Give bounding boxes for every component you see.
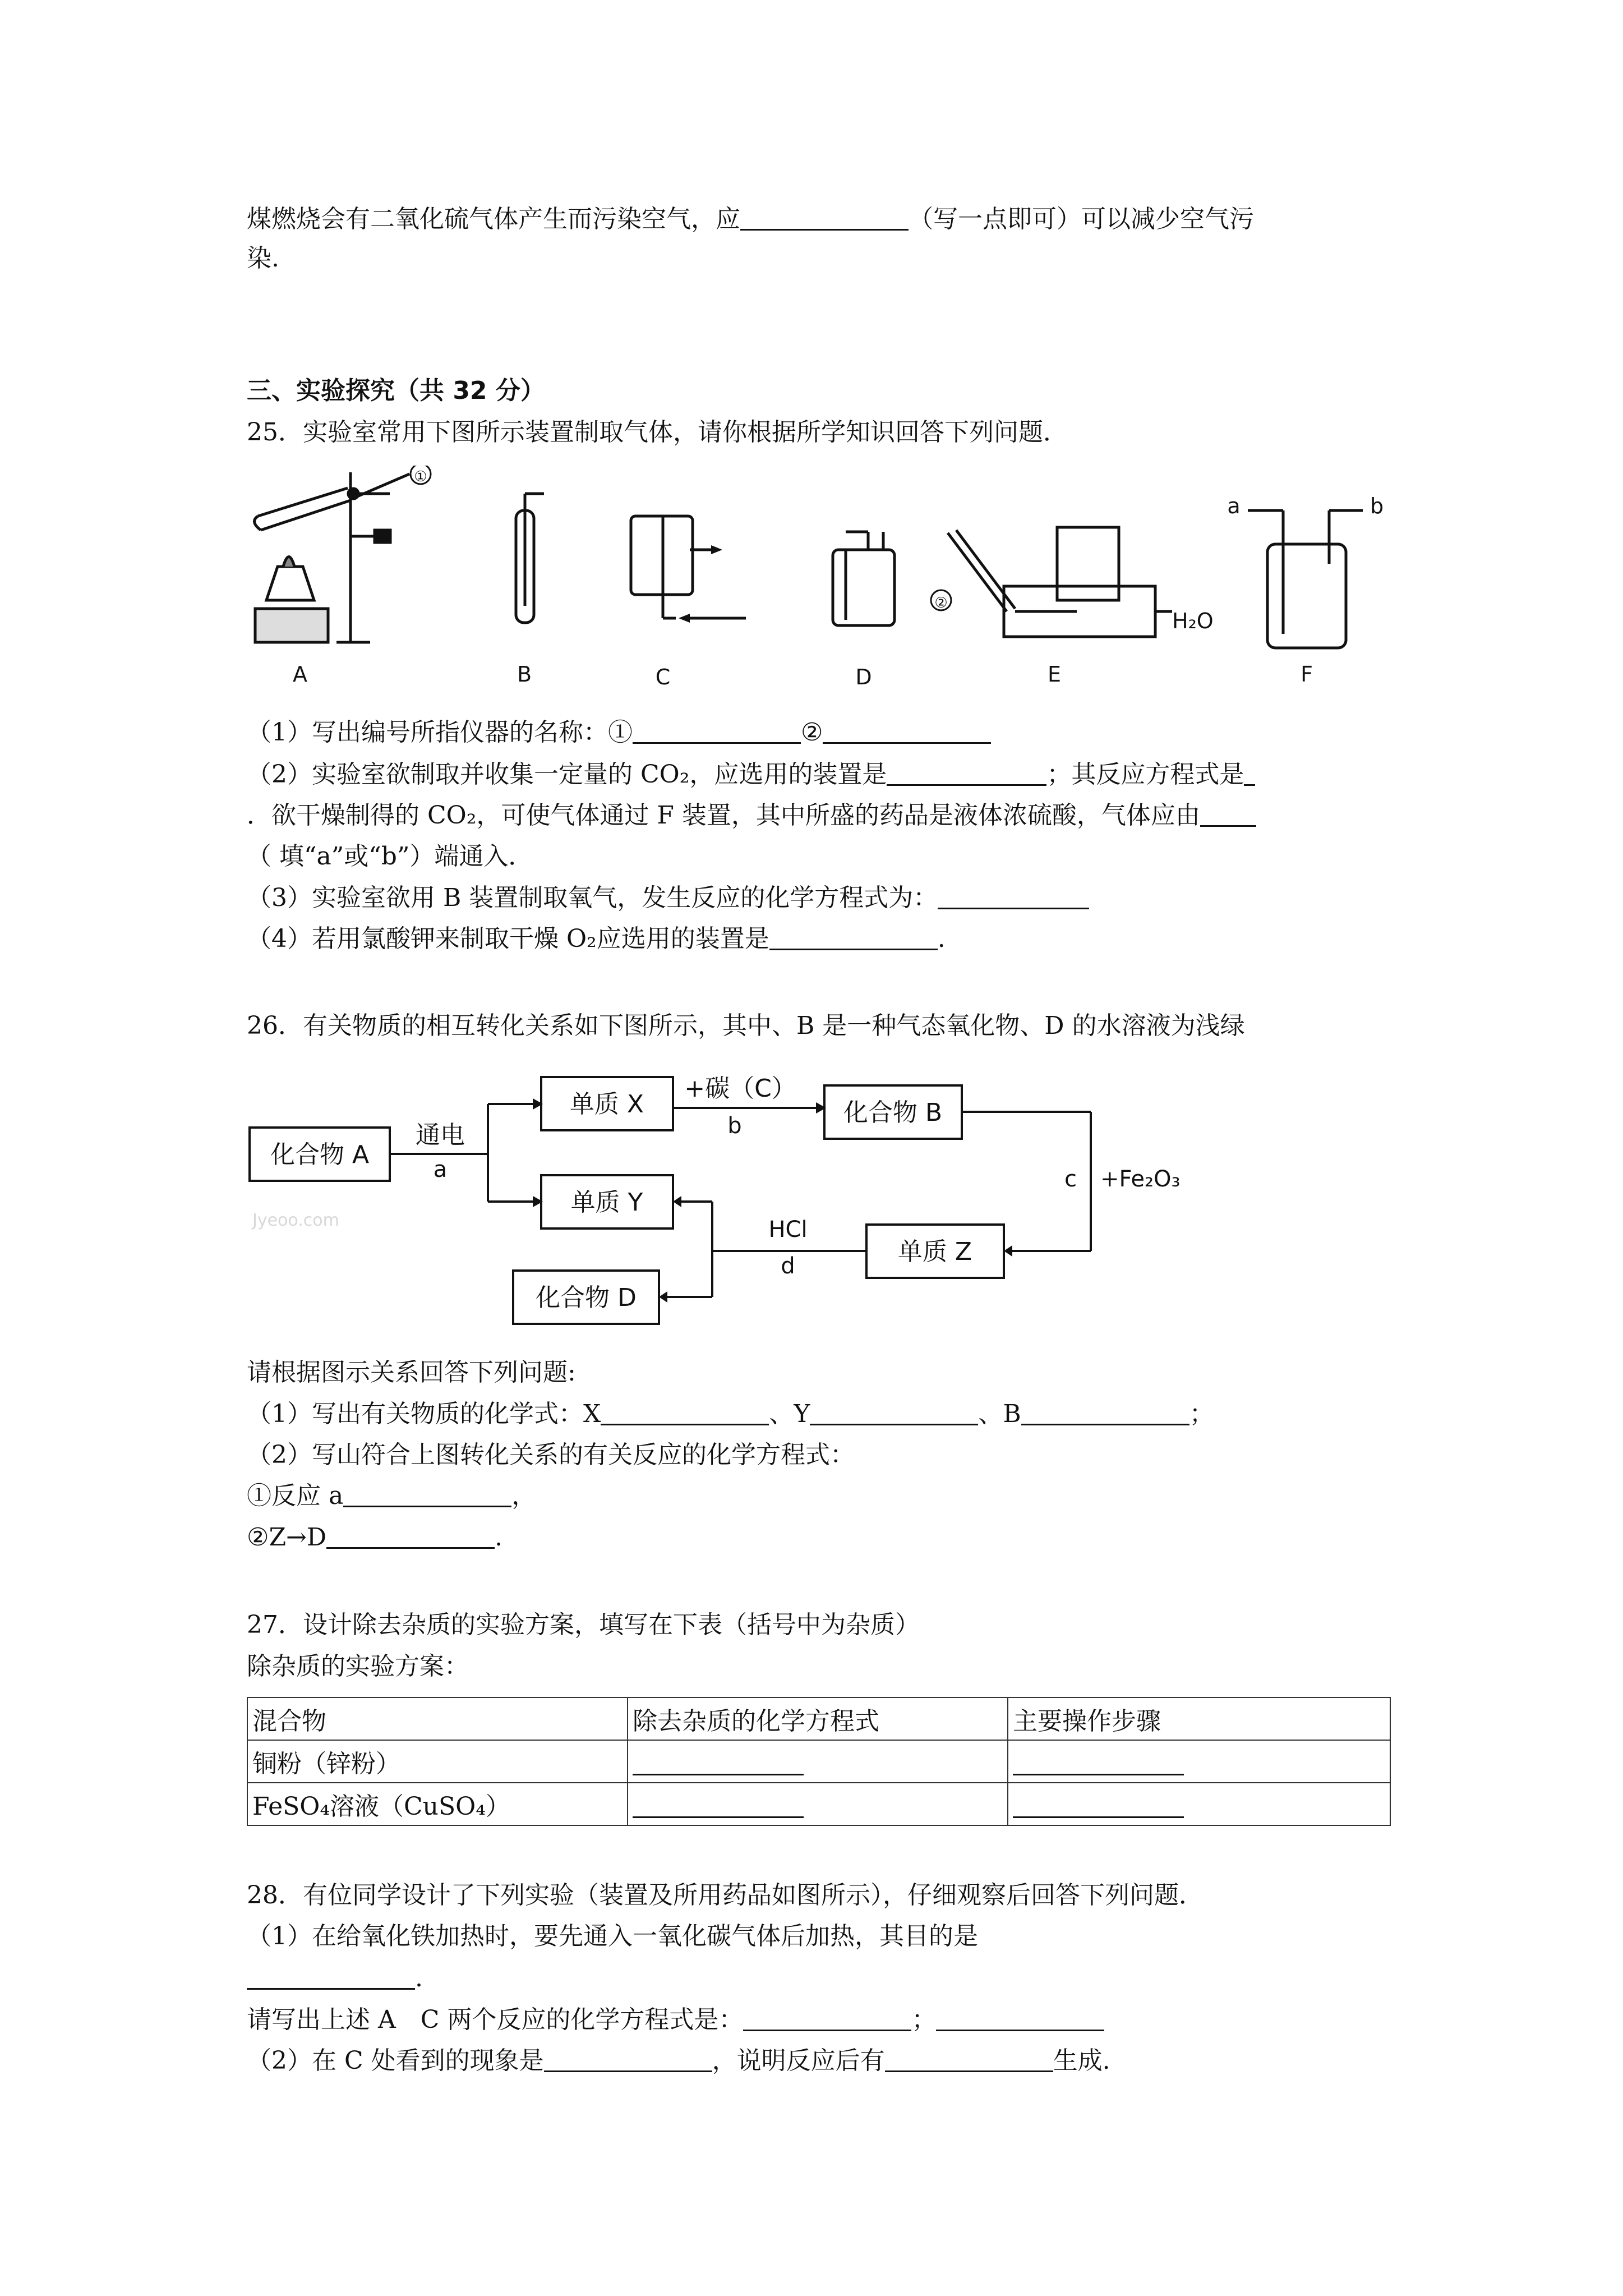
compound-b-label: 化合物 B xyxy=(843,1098,943,1127)
label-b: b xyxy=(1370,494,1384,518)
q25-apparatus-figure xyxy=(241,466,1408,701)
q24-text-post: （写一点即可）可以减少空气污 xyxy=(909,205,1254,233)
answer-blank[interactable] xyxy=(885,2048,1053,2072)
q25-p1-text: （1）写出编号所指仪器的名称：① xyxy=(247,718,633,747)
electrolysis-label: 通电 xyxy=(416,1121,465,1149)
q28-p1-end: . xyxy=(415,1964,423,1993)
answer-blank[interactable] xyxy=(823,720,991,744)
element-z-label: 单质 Z xyxy=(897,1237,972,1266)
q26-reaction-diagram xyxy=(241,1055,1183,1346)
q28-p1-blank-line xyxy=(247,1962,423,1995)
q27-caption: 除杂质的实验方案： xyxy=(247,1652,469,1681)
table-row xyxy=(247,1740,1390,1783)
q25-p2b xyxy=(247,799,1256,832)
answer-blank[interactable] xyxy=(1021,1401,1189,1425)
reaction-d-label: d xyxy=(781,1253,795,1279)
q26-r1 xyxy=(247,1480,536,1512)
label-a: a xyxy=(1227,494,1241,518)
label-E: E xyxy=(1047,662,1062,687)
q26-stem: 26．有关物质的相互转化关系如下图所示，其中、B 是一种气态氧化物、D 的水溶液为浅绿 xyxy=(247,1011,1245,1040)
q26-intro: 请根据图示关系回答下列问题: xyxy=(247,1358,576,1387)
compound-d-label: 化合物 D xyxy=(536,1283,637,1312)
q24-text-pre: 煤燃烧会有二氧化硫气体产生而污染空气，应 xyxy=(247,205,740,233)
q26-r2-text: ②Z→D xyxy=(247,1523,327,1552)
answer-blank[interactable] xyxy=(1200,803,1256,827)
label-D: D xyxy=(855,665,872,689)
q26-r2-post: . xyxy=(495,1523,503,1552)
q25-p2-post: ；其反应方程式是 xyxy=(1046,760,1244,789)
answer-blank[interactable] xyxy=(1244,762,1255,786)
q26-r1-text: ①反应 a xyxy=(247,1481,344,1510)
label-C: C xyxy=(655,665,671,689)
q26-p1-y: 、Y xyxy=(769,1400,810,1428)
label-h2o: H₂O xyxy=(1172,609,1214,633)
element-y-label: 单质 Y xyxy=(570,1188,643,1217)
q25-p2-text: （2）实验室欲制取并收集一定量的 CO₂，应选用的装置是 xyxy=(247,760,887,789)
answer-blank[interactable] xyxy=(633,1791,804,1818)
q28-stem: 28．有位同学设计了下列实验（装置及所用药品如图所示），仔细观察后回答下列问题． xyxy=(247,1881,1204,1910)
impurity-table xyxy=(247,1697,1391,1826)
answer-blank[interactable] xyxy=(247,1966,415,1990)
answer-blank[interactable] xyxy=(938,885,1089,909)
q25-p4-text: （4）若用氯酸钾来制取干燥 O₂应选用的装置是 xyxy=(247,924,769,953)
q26-p1-b: 、B xyxy=(978,1400,1021,1428)
label-A: A xyxy=(293,662,307,687)
hcl-label: HCl xyxy=(768,1217,808,1243)
q27-stem: 27．设计除去杂质的实验方案，填写在下表（括号中为杂质） xyxy=(247,1611,920,1639)
answer-blank[interactable] xyxy=(633,1748,804,1775)
q25-p3 xyxy=(247,882,1089,914)
q26-p1-text: （1）写出有关物质的化学式：X xyxy=(247,1400,601,1428)
header-steps: 主要操作步骤 xyxy=(1008,1697,1390,1740)
answer-blank[interactable] xyxy=(1013,1748,1184,1775)
q25-stem: 25．实验室常用下图所示装置制取气体，请你根据所学知识回答下列问题． xyxy=(247,418,1068,447)
answer-blank[interactable] xyxy=(740,206,909,231)
answer-blank[interactable] xyxy=(810,1401,978,1425)
q28-p2-text: （2）在 C 处看到的现象是 xyxy=(247,2046,544,2075)
carbon-label: +碳（C） xyxy=(684,1074,796,1103)
element-x-label: 单质 X xyxy=(569,1090,644,1119)
q26-p1 xyxy=(247,1398,1214,1430)
label-B: B xyxy=(517,662,532,687)
answer-blank[interactable] xyxy=(633,720,801,744)
answer-blank[interactable] xyxy=(326,1525,495,1549)
q26-p2: （2）写山符合上图转化关系的有关反应的化学方程式： xyxy=(247,1441,855,1469)
answer-blank[interactable] xyxy=(1013,1791,1184,1818)
reaction-c-label: c xyxy=(1064,1166,1077,1192)
reaction-a-label: a xyxy=(433,1157,448,1182)
mixture-cell: FeSO₄溶液（CuSO₄） xyxy=(247,1783,628,1825)
q25-p2b-text: ．欲干燥制得的 CO₂，可使气体通过 F 装置，其中所盛的药品是液体浓硫酸，气体应由 xyxy=(247,801,1200,830)
q26-r1-post: ， xyxy=(511,1481,537,1510)
q25-p4-post: . xyxy=(937,924,946,953)
table-row xyxy=(247,1783,1390,1825)
q28-p2 xyxy=(247,2045,1110,2077)
answer-blank[interactable] xyxy=(887,762,1046,786)
answer-blank[interactable] xyxy=(601,1401,769,1425)
answer-blank[interactable] xyxy=(743,2007,911,2031)
steps-cell xyxy=(1008,1740,1390,1783)
q28-p2-mid: ，说明反应后有 xyxy=(712,2046,885,2075)
q25-p1 xyxy=(247,716,991,749)
reaction-b-label: b xyxy=(727,1113,742,1139)
fe2o3-label: +Fe₂O₃ xyxy=(1100,1166,1181,1192)
q28-p1: （1）在给氧化铁加热时，要先通入一氧化碳气体后加热，其目的是 xyxy=(247,1922,978,1950)
section-heading: 三、实验探究（共 32 分） xyxy=(247,376,545,405)
q26-p1-end: ； xyxy=(1189,1400,1214,1428)
table-header-row xyxy=(247,1697,1390,1740)
q25-p4 xyxy=(247,923,946,955)
q24-line1 xyxy=(247,203,1254,236)
equation-cell xyxy=(628,1783,1008,1825)
q26-r2 xyxy=(247,1521,502,1554)
q25-p2c: （ 填“a”或“b”）端通入． xyxy=(247,842,533,871)
compound-a-label: 化合物 A xyxy=(270,1140,370,1169)
q28-p1b-sep: ； xyxy=(911,2005,937,2034)
equation-cell xyxy=(628,1740,1008,1783)
answer-blank[interactable] xyxy=(936,2007,1104,2031)
watermark: Jyeoo.com xyxy=(252,1211,339,1230)
answer-blank[interactable] xyxy=(544,2048,712,2072)
label-circle1: ① xyxy=(414,468,427,485)
header-equation: 除去杂质的化学方程式 xyxy=(628,1697,1008,1740)
q28-p1b xyxy=(247,2004,1104,2036)
q28-p1b-text: 请写出上述 A C 两个反应的化学方程式是： xyxy=(247,2005,744,2034)
answer-blank[interactable] xyxy=(769,926,938,950)
q28-p2-post: 生成. xyxy=(1053,2046,1110,2075)
answer-blank[interactable] xyxy=(343,1483,511,1507)
steps-cell xyxy=(1008,1783,1390,1825)
q25-p2 xyxy=(247,758,1255,791)
q25-p3-text: （3）实验室欲用 B 装置制取氧气，发生反应的化学方程式为： xyxy=(247,884,938,912)
q24-line2: 染. xyxy=(247,244,279,273)
header-mixture: 混合物 xyxy=(247,1697,628,1740)
label-F: F xyxy=(1301,662,1313,687)
mixture-cell: 铜粉（锌粉） xyxy=(247,1740,628,1783)
q25-p1-mid: ② xyxy=(801,718,823,747)
label-circle2: ② xyxy=(934,595,948,611)
